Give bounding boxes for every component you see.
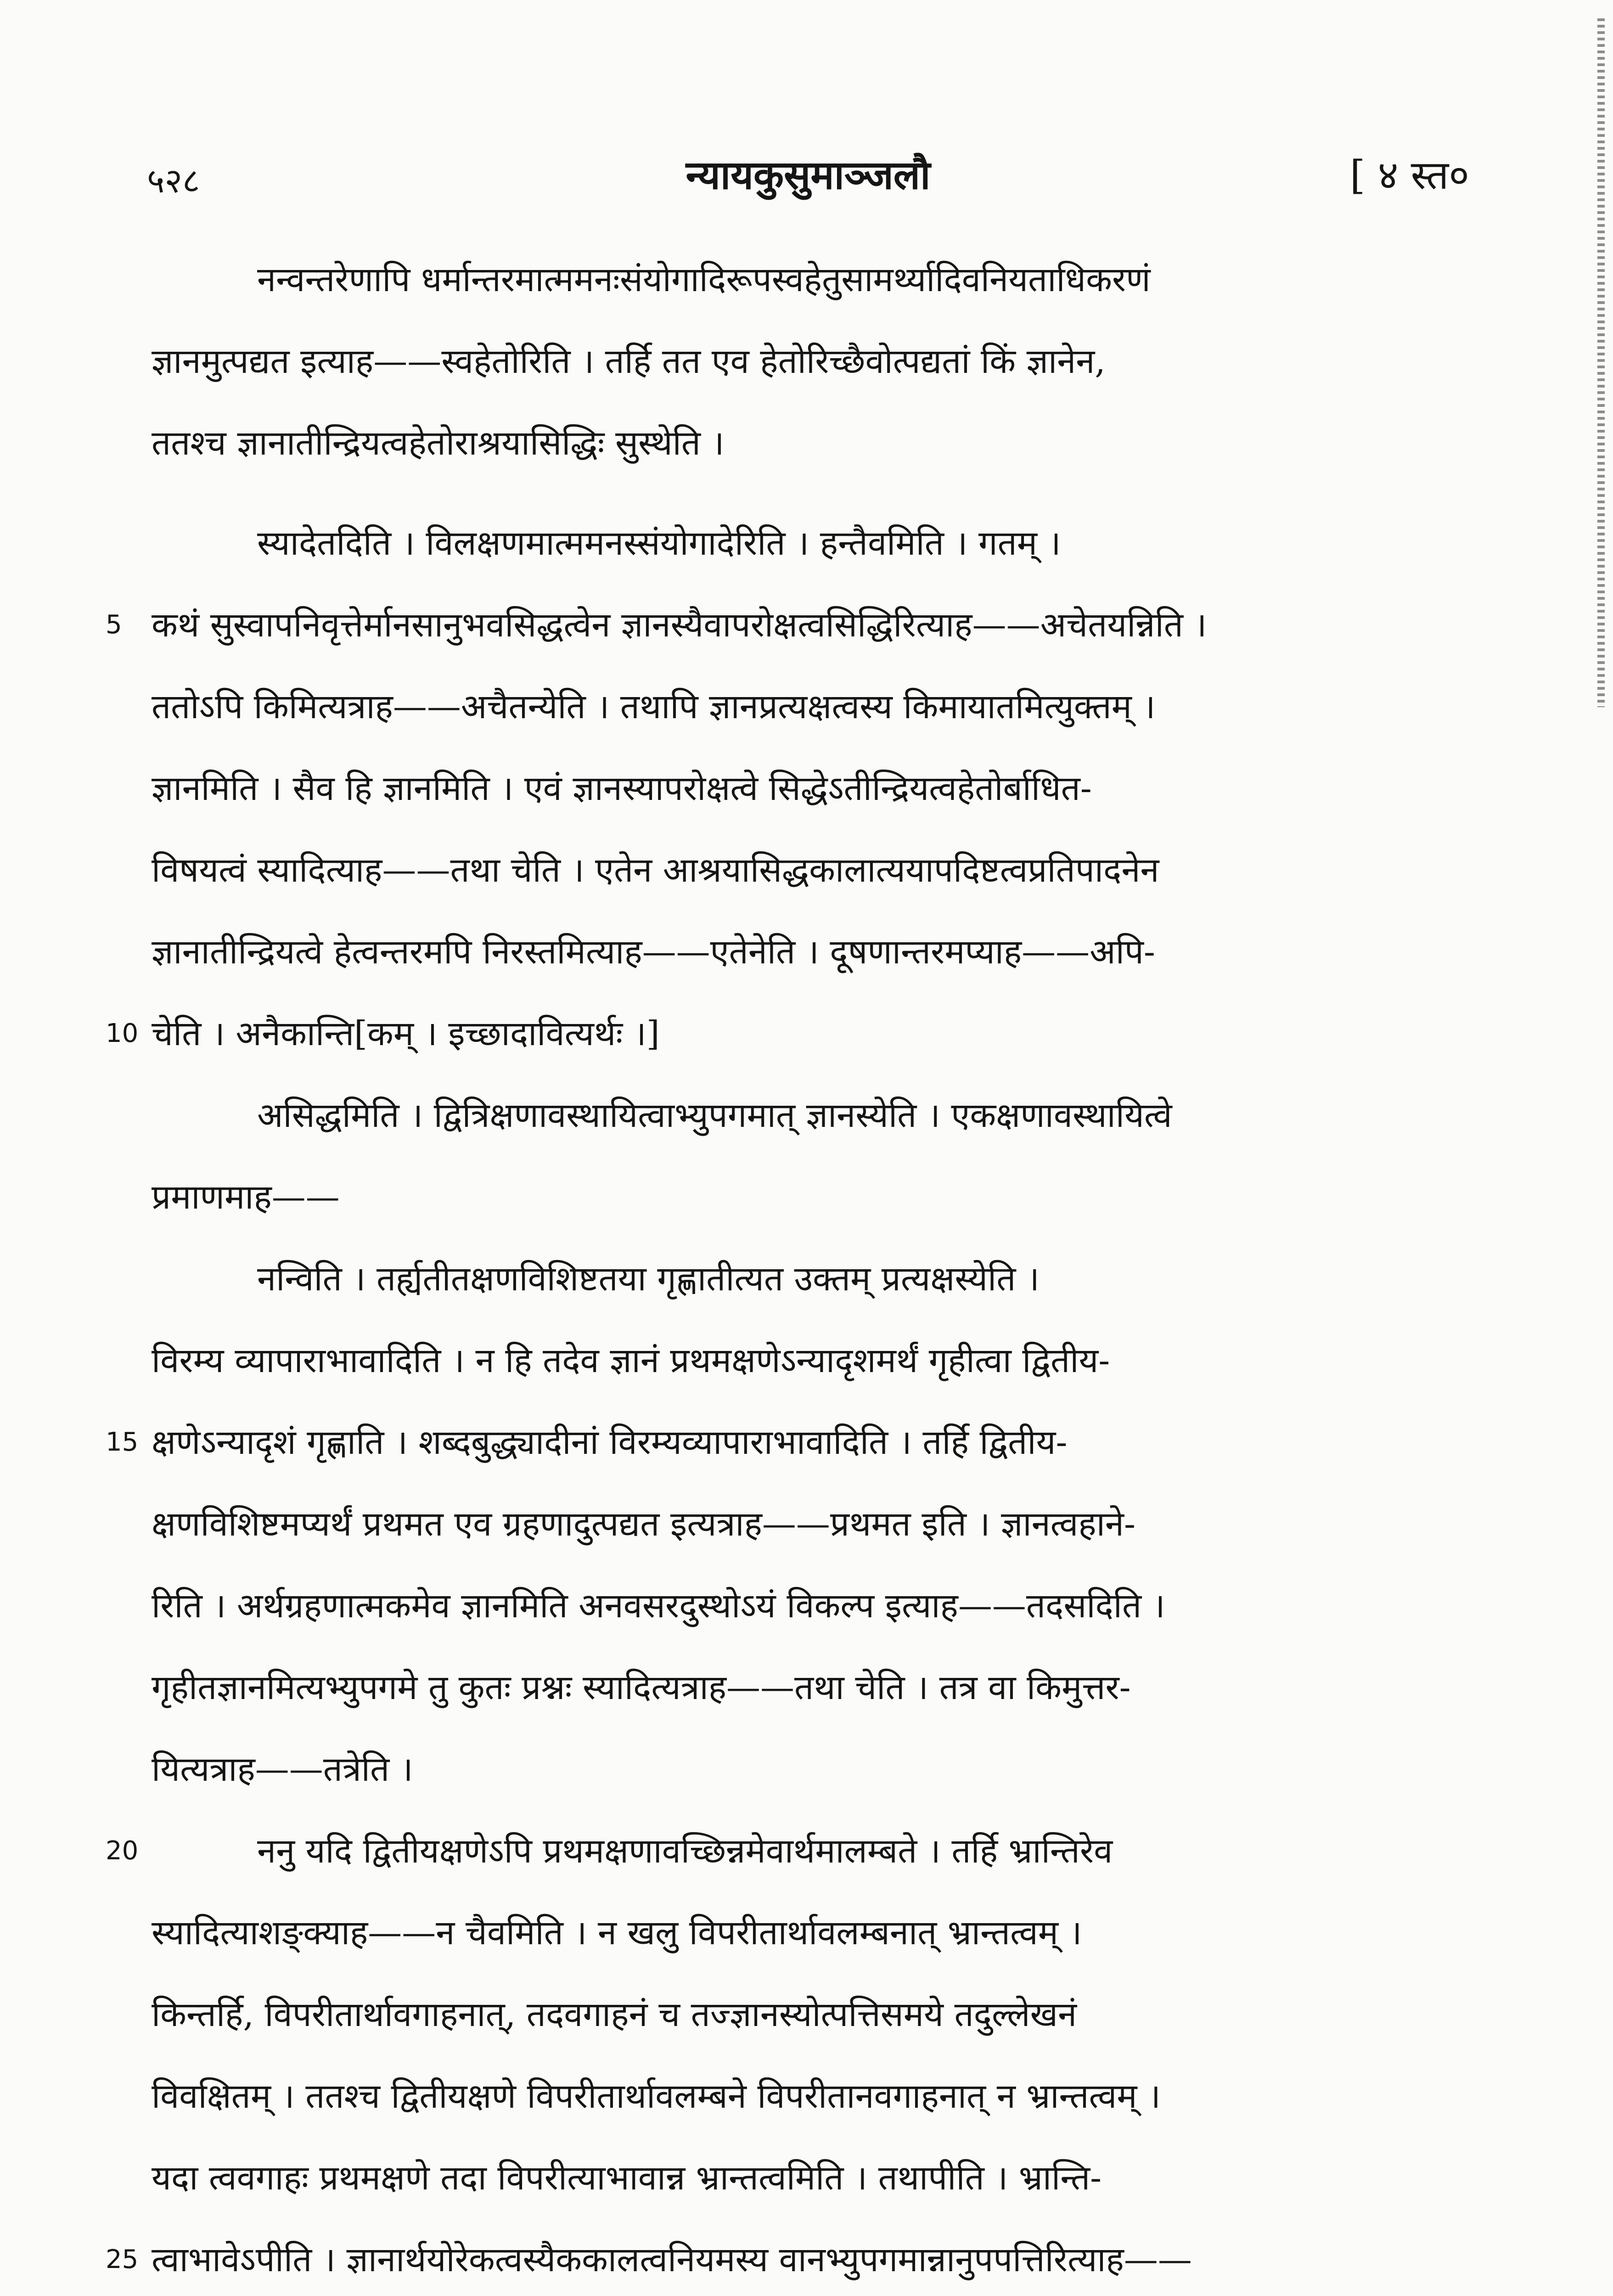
text-line: ज्ञानातीन्द्रियत्वे हेत्वन्तरमपि निरस्तमित्याह——एतेनेति । दूषणान्तरमप्याह——अपि- — [152, 932, 1155, 972]
line-number: 5 — [106, 610, 122, 640]
text-line: ततश्च ज्ञानातीन्द्रियत्वहेतोराश्रयासिद्धिः सुस्थेति । — [152, 423, 725, 463]
text-line: क्षणेऽन्यादृशं गृह्णाति । शब्दबुद्ध्यादीनां विरम्यव्यापाराभावादिति । तर्हि द्वितीय- — [152, 1423, 1068, 1462]
line-number: 10 — [106, 1019, 139, 1048]
line-number: 15 — [106, 1427, 139, 1457]
text-line: यित्यत्राह——तत्रेति । — [152, 1750, 413, 1789]
text-line: किन्तर्हि, विपरीतार्थावगाहनात्, तदवगाहनं च तज्ज्ञानस्योत्पत्तिसमये तदुल्लेखनं — [152, 1995, 1077, 2034]
page-number: ५२८ — [147, 161, 200, 201]
text-line: यदा त्ववगाहः प्रथमक्षणे तदा विपरीत्याभावान्न भ्रान्तत्वमिति । तथापीति । भ्रान्ति- — [152, 2158, 1102, 2198]
text-line: नन्विति । तर्ह्यतीतक्षणविशिष्टतया गृह्णातीत्यत उक्तम् प्रत्यक्षस्येति । — [257, 1259, 1040, 1299]
text-line: गृहीतज्ञानमित्यभ्युपगमे तु कुतः प्रश्नः स्यादित्यत्राह——तथा चेति । तत्र वा किमुत्तर- — [152, 1668, 1131, 1707]
text-line: रिति । अर्थग्रहणात्मकमेव ज्ञानमिति अनवसरदुस्थोऽयं विकल्प इत्याह——तदसदिति । — [152, 1586, 1165, 1626]
line-number: 20 — [106, 1836, 139, 1866]
text-line: कथं सुस्वापनिवृत्तेर्मानसानुभवसिद्धत्वेन ज्ञानस्यैवापरोक्षत्वसिद्धिरित्याह——अचेतयन्निति । — [152, 605, 1207, 645]
text-line: विरम्य व्यापाराभावादिति । न हि तदेव ज्ञानं प्रथमक्षणेऽन्यादृशमर्थं गृहीत्वा द्वितीय- — [152, 1341, 1110, 1380]
text-line: ज्ञानमुत्पद्यत इत्याह——स्वहेतोरिति । तर्हि तत एव हेतोरिच्छैवोत्पद्यतां किं ज्ञानेन, — [152, 342, 1106, 381]
text-line: विषयत्वं स्यादित्याह——तथा चेति । एतेन आश्रयासिद्धकालात्ययापदिष्टत्वप्रतिपादनेन — [152, 850, 1159, 890]
text-line: विवक्षितम् । ततश्च द्वितीयक्षणे विपरीतार्थावलम्बने विपरीतानवगाहनात् न भ्रान्तत्वम् । — [152, 2077, 1161, 2116]
line-number: 25 — [106, 2245, 139, 2274]
text-line: ज्ञानमिति । सैव हि ज्ञानमिति । एवं ज्ञानस्यापरोक्षत्वे सिद्धेऽतीन्द्रियत्वहेतोर्बाधित- — [152, 769, 1092, 808]
text-line: त्वाभावेऽपीति । ज्ञानार्थयोरेकत्वस्यैककालत्वनियमस्य वानभ्युपगमान्नानुपपत्तिरित्याह—— — [152, 2240, 1192, 2279]
text-line: नन्वन्तरेणापि धर्मान्तरमात्ममनःसंयोगादिरूपस्वहेतुसामर्थ्यादिवनियताधिकरणं — [257, 260, 1151, 299]
running-title: न्यायकुसुमाञ्जलौ — [686, 152, 931, 198]
scanned-page-edge — [1597, 18, 1605, 707]
text-line: प्रमाणमाह—— — [152, 1177, 340, 1217]
text-line: स्यादित्याशङ्क्याह——न चैवमिति । न खलु विपरीतार्थावलम्बनात् भ्रान्तत्वम् । — [152, 1913, 1082, 1953]
text-line: असिद्धमिति । द्वित्रिक्षणावस्थायित्वाभ्युपगमात् ज्ञानस्येति । एकक्षणावस्थायित्वे — [257, 1096, 1172, 1135]
text-line: ननु यदि द्वितीयक्षणेऽपि प्रथमक्षणावच्छिन्नमेवार्थमालम्बते । तर्हि भ्रान्तिरेव — [257, 1831, 1113, 1871]
section-mark: [ ४ स्त० — [1349, 152, 1469, 198]
commentary-text — [106, 239, 1474, 2279]
page-header — [147, 138, 1469, 207]
text-line: स्यादेतदिति । विलक्षणमात्ममनस्संयोगादेरिति । हन्तैवमिति । गतम् । — [257, 523, 1061, 563]
text-line: क्षणविशिष्टमप्यर्थं प्रथमत एव ग्रहणादुत्पद्यत इत्यत्राह——प्रथमत इति । ज्ञानत्वहाने- — [152, 1504, 1135, 1544]
text-line: चेति । अनैकान्ति[कम् । इच्छादावित्यर्थः ।] — [152, 1014, 660, 1053]
text-line: ततोऽपि किमित्यत्राह——अचैतन्येति । तथापि ज्ञानप्रत्यक्षत्वस्य किमायातमित्युक्तम् । — [152, 687, 1156, 726]
